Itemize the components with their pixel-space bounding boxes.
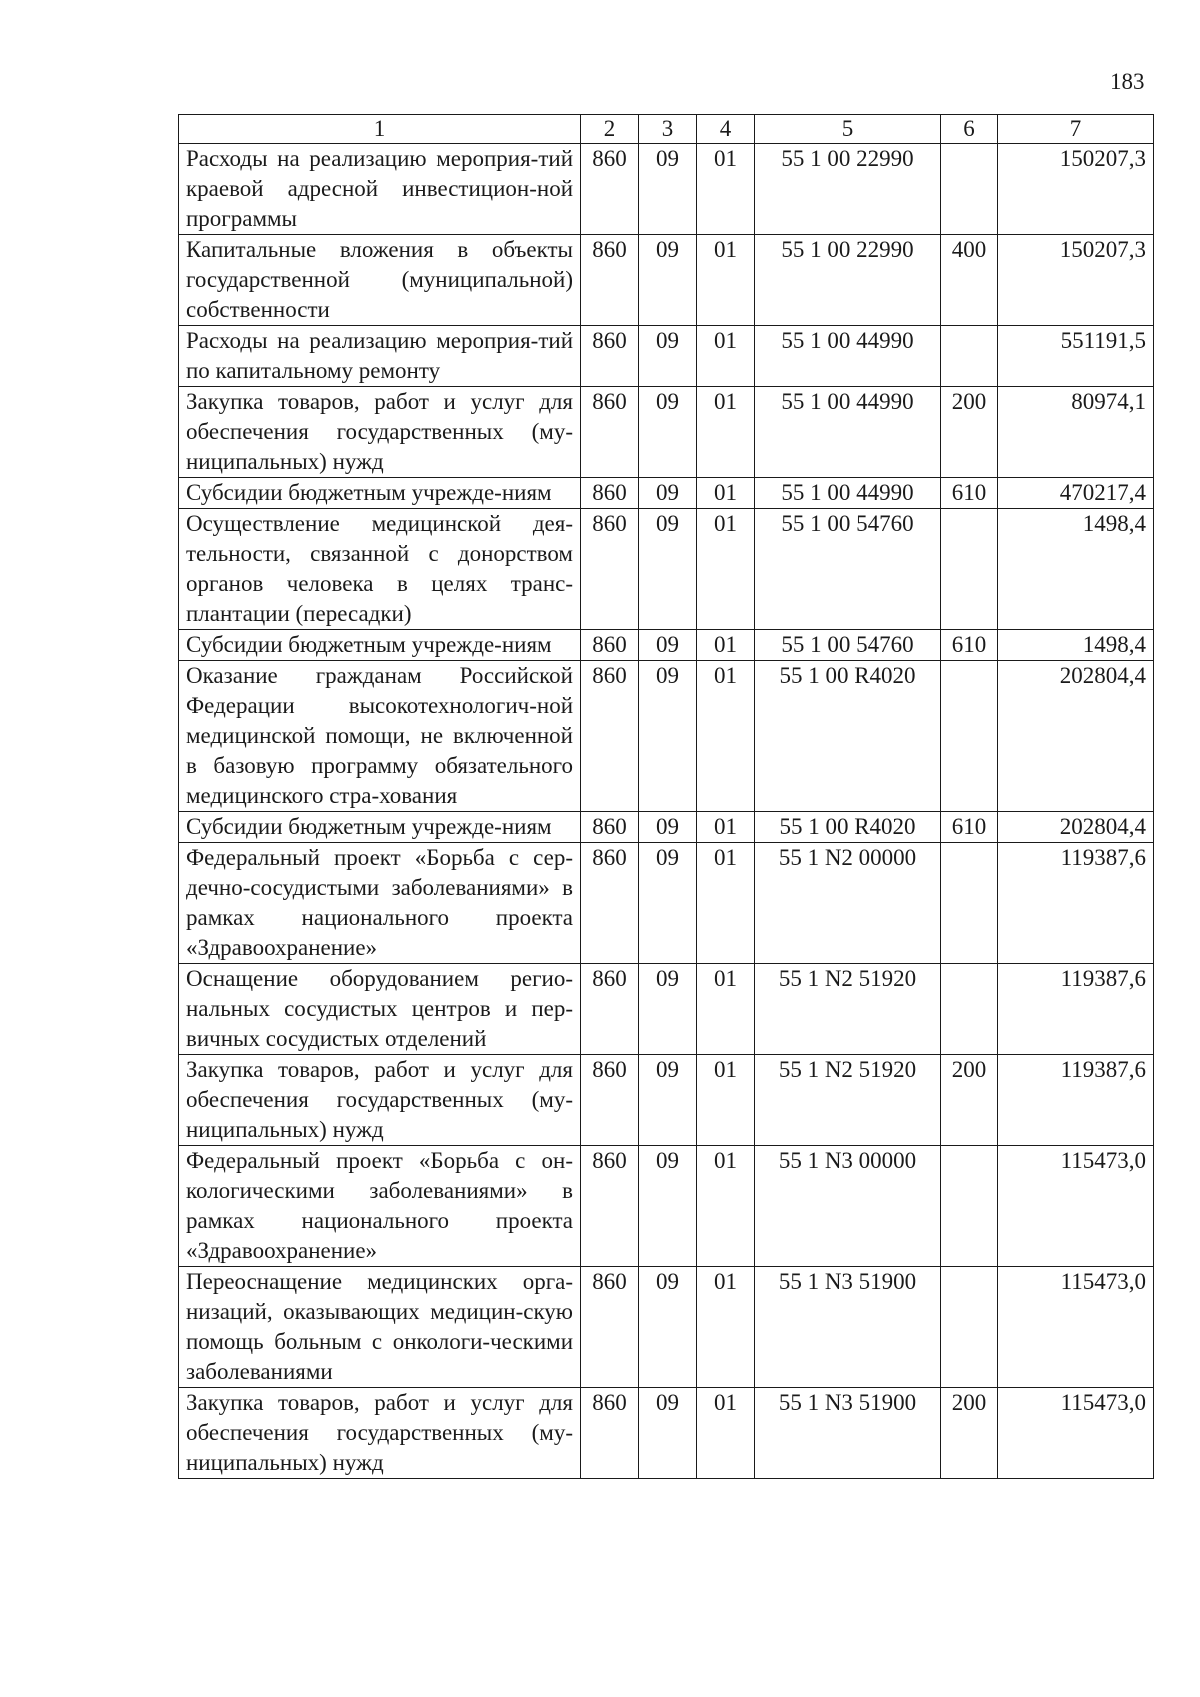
column-header-3: 3 bbox=[639, 115, 697, 144]
row-code-2: 860 bbox=[581, 478, 639, 509]
row-code-2: 860 bbox=[581, 812, 639, 843]
column-header-4: 4 bbox=[697, 115, 755, 144]
row-amount: 202804,4 bbox=[998, 812, 1154, 843]
row-code-3: 09 bbox=[639, 1146, 697, 1267]
row-code-6 bbox=[941, 326, 998, 387]
table-row bbox=[179, 478, 1154, 509]
row-description: Капитальные вложения в объекты государственной (муниципальной) собственности bbox=[179, 235, 581, 326]
row-code-5: 55 1 N2 00000 bbox=[755, 843, 941, 964]
row-code-5: 55 1 00 44990 bbox=[755, 478, 941, 509]
row-description: Оснащение оборудованием регио-нальных сосудистых центров и пер-вичных сосудистых отделений bbox=[179, 964, 581, 1055]
row-code-4: 01 bbox=[697, 1267, 755, 1388]
row-code-6: 610 bbox=[941, 812, 998, 843]
row-code-2: 860 bbox=[581, 1055, 639, 1146]
row-code-2: 860 bbox=[581, 630, 639, 661]
table-row bbox=[179, 630, 1154, 661]
row-code-2: 860 bbox=[581, 235, 639, 326]
row-code-3: 09 bbox=[639, 1388, 697, 1479]
row-code-3: 09 bbox=[639, 1267, 697, 1388]
row-description: Расходы на реализацию мероприя-тий по капитальному ремонту bbox=[179, 326, 581, 387]
row-description: Субсидии бюджетным учрежде-ниям bbox=[179, 812, 581, 843]
table-row bbox=[179, 1388, 1154, 1479]
budget-table bbox=[178, 114, 1154, 1479]
row-code-3: 09 bbox=[639, 843, 697, 964]
row-code-2: 860 bbox=[581, 964, 639, 1055]
row-description: Переоснащение медицинских орга-низаций, оказывающих медицин-скую помощь больным с онкологи-ческими заболеваниями bbox=[179, 1267, 581, 1388]
row-code-3: 09 bbox=[639, 478, 697, 509]
row-amount: 1498,4 bbox=[998, 509, 1154, 630]
header-row bbox=[179, 115, 1154, 144]
row-code-2: 860 bbox=[581, 843, 639, 964]
row-code-6 bbox=[941, 1267, 998, 1388]
row-code-6: 200 bbox=[941, 1055, 998, 1146]
row-code-5: 55 1 00 44990 bbox=[755, 387, 941, 478]
row-code-5: 55 1 N3 51900 bbox=[755, 1267, 941, 1388]
row-description: Федеральный проект «Борьба с он-кологическими заболеваниями» в рамках национального проекта «Здравоохранение» bbox=[179, 1146, 581, 1267]
row-code-6: 610 bbox=[941, 478, 998, 509]
row-code-5: 55 1 N3 00000 bbox=[755, 1146, 941, 1267]
row-amount: 119387,6 bbox=[998, 1055, 1154, 1146]
row-description: Субсидии бюджетным учрежде-ниям bbox=[179, 630, 581, 661]
row-amount: 202804,4 bbox=[998, 661, 1154, 812]
row-code-4: 01 bbox=[697, 1146, 755, 1267]
row-code-5: 55 1 N2 51920 bbox=[755, 1055, 941, 1146]
row-amount: 115473,0 bbox=[998, 1267, 1154, 1388]
row-code-4: 01 bbox=[697, 326, 755, 387]
row-code-6 bbox=[941, 509, 998, 630]
row-amount: 150207,3 bbox=[998, 144, 1154, 235]
row-amount: 80974,1 bbox=[998, 387, 1154, 478]
row-code-3: 09 bbox=[639, 144, 697, 235]
row-code-3: 09 bbox=[639, 630, 697, 661]
row-amount: 115473,0 bbox=[998, 1388, 1154, 1479]
row-code-4: 01 bbox=[697, 630, 755, 661]
row-code-3: 09 bbox=[639, 326, 697, 387]
row-code-5: 55 1 N2 51920 bbox=[755, 964, 941, 1055]
table-row bbox=[179, 1267, 1154, 1388]
row-code-4: 01 bbox=[697, 812, 755, 843]
row-amount: 470217,4 bbox=[998, 478, 1154, 509]
table-row bbox=[179, 387, 1154, 478]
row-code-3: 09 bbox=[639, 964, 697, 1055]
row-code-2: 860 bbox=[581, 661, 639, 812]
row-code-2: 860 bbox=[581, 144, 639, 235]
row-code-3: 09 bbox=[639, 509, 697, 630]
row-code-4: 01 bbox=[697, 478, 755, 509]
table-row bbox=[179, 661, 1154, 812]
page-number: 183 bbox=[1110, 69, 1145, 94]
row-code-2: 860 bbox=[581, 1388, 639, 1479]
table-row bbox=[179, 964, 1154, 1055]
row-amount: 1498,4 bbox=[998, 630, 1154, 661]
row-code-5: 55 1 00 54760 bbox=[755, 509, 941, 630]
row-description: Федеральный проект «Борьба с сер-дечно-сосудистыми заболеваниями» в рамках национального проекта «Здравоохранение» bbox=[179, 843, 581, 964]
row-code-2: 860 bbox=[581, 509, 639, 630]
row-code-2: 860 bbox=[581, 387, 639, 478]
row-amount: 150207,3 bbox=[998, 235, 1154, 326]
row-code-4: 01 bbox=[697, 1055, 755, 1146]
table-row bbox=[179, 326, 1154, 387]
row-code-5: 55 1 00 22990 bbox=[755, 144, 941, 235]
row-description: Расходы на реализацию мероприя-тий краевой адресной инвестицион-ной программы bbox=[179, 144, 581, 235]
row-code-6 bbox=[941, 843, 998, 964]
row-code-5: 55 1 00 44990 bbox=[755, 326, 941, 387]
row-code-6 bbox=[941, 1146, 998, 1267]
row-code-3: 09 bbox=[639, 235, 697, 326]
table-row bbox=[179, 843, 1154, 964]
row-code-2: 860 bbox=[581, 326, 639, 387]
row-code-3: 09 bbox=[639, 387, 697, 478]
row-code-2: 860 bbox=[581, 1267, 639, 1388]
row-code-5: 55 1 00 54760 bbox=[755, 630, 941, 661]
row-code-4: 01 bbox=[697, 1388, 755, 1479]
row-amount: 119387,6 bbox=[998, 843, 1154, 964]
row-code-4: 01 bbox=[697, 387, 755, 478]
row-description: Закупка товаров, работ и услуг для обеспечения государственных (му-ниципальных) нужд bbox=[179, 1388, 581, 1479]
row-description: Закупка товаров, работ и услуг для обеспечения государственных (му-ниципальных) нужд bbox=[179, 387, 581, 478]
row-code-4: 01 bbox=[697, 509, 755, 630]
row-code-4: 01 bbox=[697, 661, 755, 812]
table-row bbox=[179, 509, 1154, 630]
row-code-3: 09 bbox=[639, 661, 697, 812]
row-description: Закупка товаров, работ и услуг для обеспечения государственных (му-ниципальных) нужд bbox=[179, 1055, 581, 1146]
row-code-2: 860 bbox=[581, 1146, 639, 1267]
table-row bbox=[179, 812, 1154, 843]
row-description: Осуществление медицинской дея-тельности, связанной с донорством органов человека в целях транс-плантации (пересадки) bbox=[179, 509, 581, 630]
table-row bbox=[179, 1055, 1154, 1146]
row-code-5: 55 1 00 R4020 bbox=[755, 812, 941, 843]
column-header-1: 1 bbox=[179, 115, 581, 144]
table-row bbox=[179, 144, 1154, 235]
row-code-5: 55 1 00 22990 bbox=[755, 235, 941, 326]
row-code-3: 09 bbox=[639, 1055, 697, 1146]
row-code-6: 610 bbox=[941, 630, 998, 661]
row-code-6 bbox=[941, 144, 998, 235]
row-code-4: 01 bbox=[697, 843, 755, 964]
row-amount: 551191,5 bbox=[998, 326, 1154, 387]
row-code-5: 55 1 N3 51900 bbox=[755, 1388, 941, 1479]
row-code-4: 01 bbox=[697, 144, 755, 235]
row-code-5: 55 1 00 R4020 bbox=[755, 661, 941, 812]
row-code-6: 200 bbox=[941, 387, 998, 478]
row-code-4: 01 bbox=[697, 235, 755, 326]
row-code-3: 09 bbox=[639, 812, 697, 843]
table-row bbox=[179, 1146, 1154, 1267]
row-code-6 bbox=[941, 661, 998, 812]
column-header-5: 5 bbox=[755, 115, 941, 144]
row-description: Оказание гражданам Российской Федерации высокотехнологич-ной медицинской помощи, не включенной в базовую программу обязательного медицинского стра-хования bbox=[179, 661, 581, 812]
row-code-6: 200 bbox=[941, 1388, 998, 1479]
row-code-6 bbox=[941, 964, 998, 1055]
column-header-7: 7 bbox=[998, 115, 1154, 144]
table-row bbox=[179, 235, 1154, 326]
table-body bbox=[179, 144, 1154, 1479]
row-code-6: 400 bbox=[941, 235, 998, 326]
row-amount: 119387,6 bbox=[998, 964, 1154, 1055]
column-header-6: 6 bbox=[941, 115, 998, 144]
column-header-2: 2 bbox=[581, 115, 639, 144]
row-amount: 115473,0 bbox=[998, 1146, 1154, 1267]
row-description: Субсидии бюджетным учрежде-ниям bbox=[179, 478, 581, 509]
row-code-4: 01 bbox=[697, 964, 755, 1055]
